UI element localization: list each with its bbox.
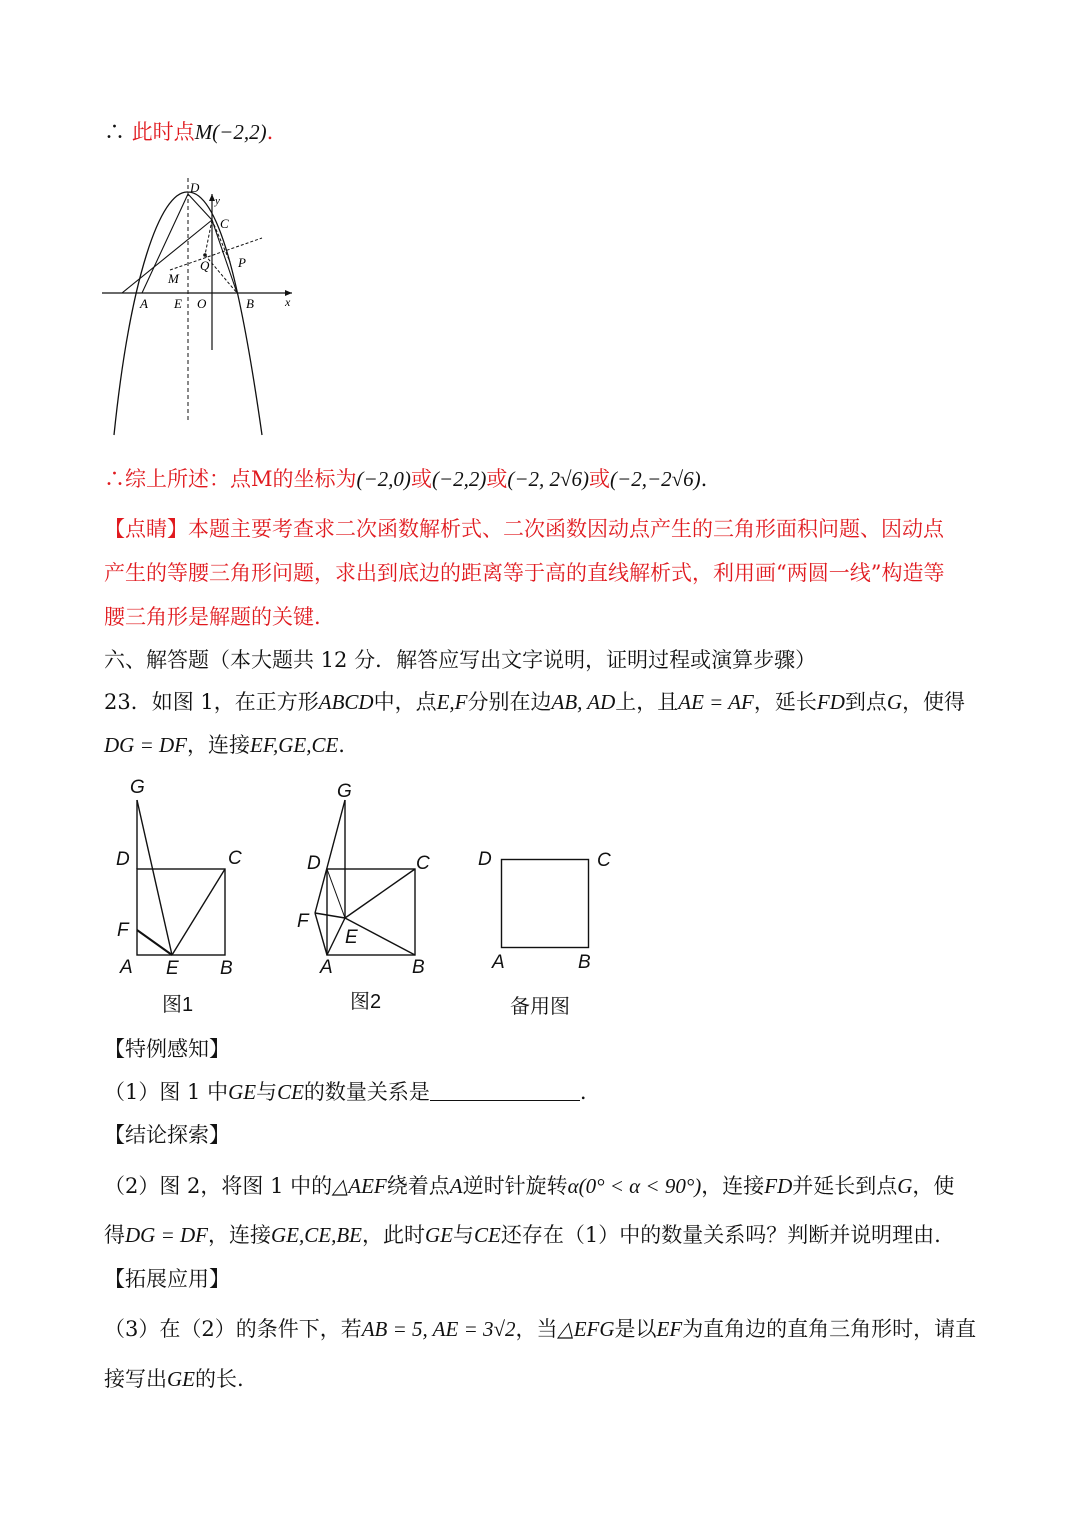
q23-text: 上，且 bbox=[615, 690, 679, 714]
math: △EFG bbox=[557, 1317, 615, 1341]
part-3-line-1 bbox=[104, 1314, 976, 1344]
part-text: ，当 bbox=[515, 1317, 558, 1341]
math: A bbox=[449, 1174, 463, 1198]
fig2-label-A: A bbox=[320, 957, 333, 978]
coord-1: (−2,0) bbox=[356, 467, 411, 491]
fig1-caption: 图1 bbox=[162, 994, 194, 1016]
math: ABCD bbox=[318, 690, 374, 714]
part-text: 逆时针旋转 bbox=[462, 1174, 568, 1198]
fig1-label-B: B bbox=[220, 958, 233, 979]
math: GE,CE,BE bbox=[271, 1223, 362, 1247]
q23-text: ，连接 bbox=[187, 733, 250, 757]
q23-text: 23．如图 1，在正方形 bbox=[104, 690, 319, 714]
part-text: 的数量关系是 bbox=[303, 1080, 430, 1104]
fig2-label-B: B bbox=[412, 957, 425, 978]
math: EF,GE,CE bbox=[250, 733, 339, 757]
part-2-line-1 bbox=[104, 1171, 954, 1201]
part-text: 与 bbox=[256, 1080, 278, 1104]
fig2-caption: 图2 bbox=[350, 991, 382, 1013]
math: GE bbox=[424, 1223, 453, 1247]
graph-label-A: A bbox=[140, 296, 148, 311]
part-text: （1）图 1 中 bbox=[104, 1080, 229, 1104]
solution-text: 此时点 bbox=[131, 120, 195, 144]
fig3-label-B: B bbox=[578, 952, 591, 973]
coord-2: (−2,2) bbox=[431, 467, 487, 491]
fig3-label-C: C bbox=[597, 850, 611, 871]
math: G bbox=[897, 1174, 913, 1198]
figure-2 bbox=[300, 780, 450, 980]
coord-3: (−2, 2√6) bbox=[507, 467, 590, 491]
question-23-line-2 bbox=[104, 730, 345, 760]
fig1-label-E: E bbox=[166, 958, 179, 979]
parabola-graph bbox=[100, 170, 300, 440]
answer-blank[interactable] bbox=[430, 1080, 580, 1101]
heading-conclusion: 【结论探索】 bbox=[104, 1123, 230, 1147]
comment-line-2: 产生的等腰三角形问题，求出到底边的距离等于高的直线解析式，利用画“两圆一线”构造等 bbox=[104, 561, 945, 585]
fig3-label-A: A bbox=[492, 952, 505, 973]
math: α(0° < α < 90°) bbox=[567, 1174, 702, 1198]
part-text: ，此时 bbox=[361, 1223, 425, 1247]
math: DG = DF bbox=[104, 733, 187, 757]
solution-line-1 bbox=[104, 117, 273, 147]
fig1-label-C: C bbox=[228, 848, 242, 869]
part-text: 为直角边的直角三角形时，请直 bbox=[682, 1317, 977, 1341]
math-point-M: M(−2,2) bbox=[194, 120, 267, 144]
part-text: 得 bbox=[104, 1223, 125, 1247]
section-heading: 六、解答题（本大题共 12 分．解答应写出文字说明，证明过程或演算步骤） bbox=[104, 648, 817, 672]
graph-label-x: x bbox=[285, 295, 291, 309]
math: EF bbox=[656, 1317, 683, 1341]
figure-1 bbox=[110, 780, 260, 980]
math: AB = 5, AE = 3√2 bbox=[361, 1317, 516, 1341]
fig1-label-A: A bbox=[120, 957, 133, 978]
math: GE bbox=[228, 1080, 257, 1104]
math: FD bbox=[764, 1174, 793, 1198]
q23-text: 分别在边 bbox=[467, 690, 552, 714]
graph-label-M: M bbox=[168, 271, 179, 286]
fig2-label-D: D bbox=[307, 853, 321, 874]
graph-label-O: O bbox=[197, 296, 207, 311]
fig1-label-F: F bbox=[117, 920, 129, 941]
part-1 bbox=[104, 1077, 587, 1107]
part-text: ，连接 bbox=[701, 1174, 765, 1198]
part-text: ，使 bbox=[912, 1174, 955, 1198]
fig3-label-D: D bbox=[478, 849, 492, 870]
period: . bbox=[338, 733, 345, 757]
math: AB, AD bbox=[551, 690, 616, 714]
q23-text: 中，点 bbox=[373, 690, 437, 714]
math: DG = DF bbox=[125, 1223, 208, 1247]
or-1: 或 bbox=[410, 467, 432, 491]
math: G bbox=[886, 690, 903, 714]
graph-label-B: B bbox=[246, 296, 254, 311]
graph-label-D: D bbox=[190, 180, 200, 195]
part-text: 的长. bbox=[195, 1367, 244, 1391]
part-text: （3）在（2）的条件下，若 bbox=[104, 1317, 362, 1341]
math: △AEF bbox=[332, 1174, 387, 1198]
fig2-label-E: E bbox=[345, 927, 358, 948]
question-23-line-1 bbox=[104, 687, 965, 717]
graph-label-Q: Q bbox=[200, 258, 210, 273]
period: . bbox=[266, 120, 274, 144]
coord-4: (−2,−2√6) bbox=[610, 467, 701, 491]
part-text: ，连接 bbox=[208, 1223, 271, 1247]
q23-text: 到点 bbox=[844, 690, 887, 714]
heading-extension: 【拓展应用】 bbox=[104, 1267, 230, 1291]
part-text: （2）图 2，将图 1 中的 bbox=[104, 1174, 333, 1198]
math: E,F bbox=[436, 690, 468, 714]
fig1-label-G: G bbox=[130, 777, 145, 798]
graph-label-P: P bbox=[238, 255, 246, 270]
part-text: 接写出 bbox=[104, 1367, 167, 1391]
or-3: 或 bbox=[589, 467, 611, 491]
part-2-line-2 bbox=[104, 1220, 941, 1250]
graph-label-E: E bbox=[174, 296, 182, 311]
part-text: 还存在（1）中的数量关系吗？判断并说明理由. bbox=[500, 1223, 941, 1247]
q23-text: ，延长 bbox=[753, 690, 817, 714]
math: CE bbox=[473, 1223, 501, 1247]
math: FD bbox=[816, 690, 845, 714]
fig2-label-G: G bbox=[337, 781, 352, 802]
period: . bbox=[579, 1080, 587, 1104]
summary-line bbox=[104, 464, 707, 494]
summary-prefix: ∴综上所述：点M的坐标为 bbox=[104, 467, 357, 491]
math: GE bbox=[167, 1367, 195, 1391]
part-3-line-2 bbox=[104, 1364, 244, 1394]
math: AE = AF bbox=[678, 690, 754, 714]
fig2-label-C: C bbox=[416, 853, 430, 874]
graph-label-C: C bbox=[220, 216, 229, 231]
math: CE bbox=[277, 1080, 304, 1104]
period: . bbox=[700, 467, 708, 491]
part-text: 绕着点 bbox=[386, 1174, 450, 1198]
fig3-caption: 备用图 bbox=[510, 996, 570, 1018]
comment-line-3: 腰三角形是解题的关键. bbox=[104, 605, 321, 629]
spare-figure bbox=[500, 858, 600, 958]
or-2: 或 bbox=[486, 467, 508, 491]
q23-text: ，使得 bbox=[902, 690, 966, 714]
part-text: 与 bbox=[452, 1223, 474, 1247]
part-text: 是以 bbox=[614, 1317, 657, 1341]
part-text: 并延长到点 bbox=[792, 1174, 898, 1198]
fig2-label-F: F bbox=[297, 911, 309, 932]
comment-line-1: 【点睛】本题主要考查求二次函数解析式、二次函数因动点产生的三角形面积问题、因动点 bbox=[104, 517, 944, 541]
graph-label-y: y bbox=[215, 195, 220, 207]
heading-special-case: 【特例感知】 bbox=[104, 1037, 230, 1061]
therefore-symbol: ∴ bbox=[104, 120, 125, 144]
fig1-label-D: D bbox=[116, 849, 130, 870]
